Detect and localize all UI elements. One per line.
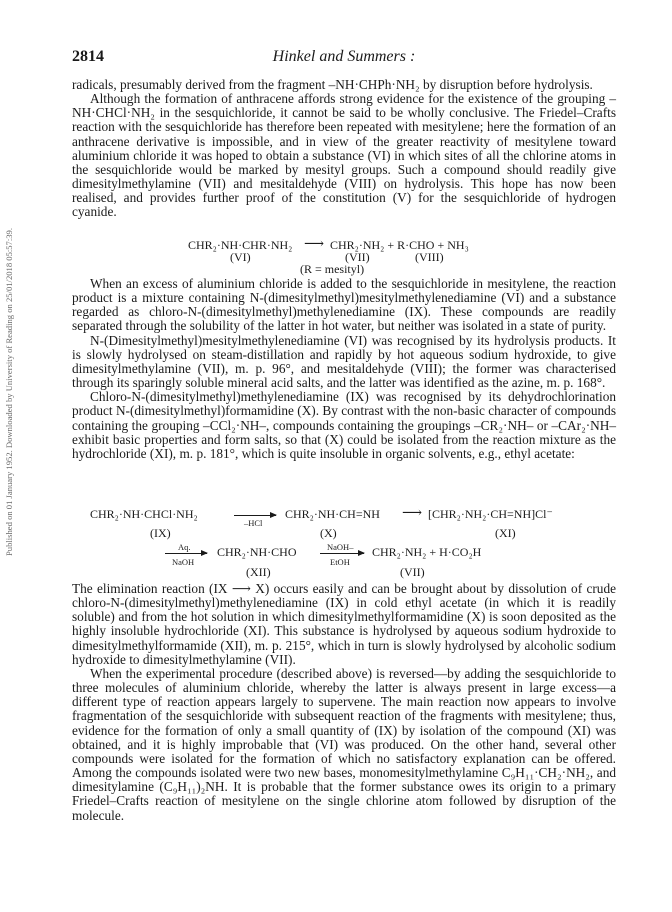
eq1-reactant: CHR₂·NH·CHR·NH₂ (188, 238, 293, 252)
eq1-arrow-icon: ⟶ (304, 237, 325, 252)
eq2-compound-xii: CHR₂·NH·CHO (217, 545, 297, 559)
paragraph-6: The elimination reaction (IX ⟶ X) occurs easily and can be brought about by dissolution of crude chloro-N-(dimesitylmethyl)methylenediamine (IX) in cold ethyl acetate (in which it is readily soluble) and from the hot solution in which dimesitylmethylformamidine (X) is soon deposited as the highly insoluble hydrochloride (XI). This substance is hydrolysed by aqueous sodium hydroxide to dimesitylmethylformamide (XII), m. p. 215°, which in turn is slowly hydrolysed by alcoholic sodium hydroxide to dimesitylmethylamine (VII). (72, 581, 616, 667)
eq2-label-vii: (VII) (400, 565, 425, 579)
eq2-compound-ix: CHR₂·NH·CHCl·NH₂ (90, 507, 198, 521)
eq2-compound-x: CHR₂·NH·CH=NH (285, 507, 380, 521)
eq2-arrow-2-icon: ⟶ (402, 506, 423, 521)
paragraph-3: When an excess of aluminium chloride is added to the sesquichloride in mesitylene, the reaction product is a mixture containing N-(dimesitylmethyl)mesitylmethylenediamine (VI) and a substance regarded as chloro-N-(dimesitylmethyl)methylenediamine (IX). These compounds are readily separated through the solubility of the latter in hot water, but neither was isolated in a state of purity. (72, 276, 616, 334)
page-number: 2814 (72, 48, 104, 65)
text-block-3 (72, 582, 616, 823)
text-block-1 (72, 78, 616, 220)
eq2-reagent-aq: Aq. (178, 542, 191, 552)
eq1-label-vi: (VI) (230, 250, 251, 264)
eq2-arrow-3-icon (165, 553, 207, 554)
eq2-arrow-4-icon (320, 553, 364, 554)
eq1-label-vii: (VII) (345, 250, 370, 264)
paragraph-1: radicals, presumably derived from the fragment –NH·CHPh·NH₂ by disruption before hydrolysis. (72, 77, 593, 92)
download-watermark-text: Published on 01 January 1952. Downloaded by University of Reading on 25/01/2018 05:57:39. (4, 228, 14, 556)
eq2-arrow-1-icon (234, 515, 276, 516)
eq2-compound-xi: [CHR₂·NH₂·CH=NH]Cl⁻ (428, 507, 553, 521)
eq2-reagent-hcl: –HCl (244, 518, 263, 528)
eq2-label-xi: (XI) (495, 526, 516, 540)
page-header (72, 48, 616, 70)
eq2-reagent-naoh: NaOH (172, 557, 195, 567)
eq2-label-x: (X) (320, 526, 337, 540)
eq2-reagent-naoh-2: NaOH– (327, 542, 354, 552)
eq1-products: CHR₂·NH₂ + R·CHO + NH₃ (330, 238, 469, 252)
paragraph-5: Chloro-N-(dimesitylmethyl)methylenediamine (IX) was recognised by its dehydrochlorination product N-(dimesitylmethyl)formamidine (X). By contrast with the non-basic character of compounds containing the grouping –CCl₂·NH–, compounds containing the groupings –CR₂·NH– or –CAr₂·NH– exhibit basic properties and form salts, so that (X) could be isolated from the reaction mixture as the hydrochloride (XI), m. p. 181°, which is quite insoluble in organic solvents, e.g., ethyl acetate: (72, 389, 616, 461)
eq2-label-xii: (XII) (246, 565, 271, 579)
running-title: Hinkel and Summers : (272, 48, 416, 65)
paragraph-2: Although the formation of anthracene affords strong evidence for the existence of the grouping –NH·CHCl·NH₂ in the sesquichloride, it cannot be said to be wholly conclusive. The Friedel–Crafts reaction with the sesquichloride has therefore been repeated with mesitylene; here the formation of an anthracene derivative is impossible, and in view of the greater reactivity of mesitylene toward aluminium chloride it was hoped to obtain a substance (VI) in which sites of all the chlorine atoms in the sesquichloride would be marked by mesityl groups. Such a compound should readily give dimesitylmethylamine (VII) and mesitaldehyde (VIII) on hydrolysis. This hope has now been realised, and provides further proof of the constitution (V) for the sesquichloride of hydrogen cyanide. (72, 91, 616, 220)
download-watermark (2, 112, 18, 672)
paragraph-4: N-(Dimesitylmethyl)mesitylmethylenediamine (VI) was recognised by its hydrolysis products. It is slowly hydrolysed on steam-distillation and rapidly by hot aqueous sodium hydroxide, to give dimesitylmethylamine (VII), m. p. 96°, and mesitaldehyde (VIII); the former was characterised through its sparingly soluble mineral acid salts, and the latter was identified as the azine, m. p. 168°. (72, 332, 616, 391)
eq2-label-ix: (IX) (150, 526, 171, 540)
eq2-reagent-etoh: EtOH (330, 557, 350, 567)
eq1-note: (R = mesityl) (300, 262, 365, 276)
paragraph-7: When the experimental procedure (described above) is reversed—by adding the sesquichloride to three molecules of aluminium chloride, whereby the latter is always present in large excess—a different type of reaction appears largely to supervene. The main reaction now appears to involve fragmentation of the sesquichloride with subsequent reaction of the fragments with mesitylene; thus, evidence for the formation of only a small quantity of (IX) by isolation of the compound (XI) was obtained, and it is highly improbable that (VI) was produced. On the other hand, several other compounds were isolated for the formation of which no satisfactory explanation can be offered. Among the compounds isolated were two new bases, monomesitylmethylamine C₉H₁₁·CH₂·NH₂, and dimesitylamine (C₉H₁₁)₂NH. It is probable that the former substance owes its origin to a primary Friedel–Crafts reaction of mesitylene on the single chlorine atom followed by disruption of the molecule. (72, 665, 616, 823)
eq1-label-viii: (VIII) (415, 250, 444, 264)
eq2-products-final: CHR₂·NH₂ + H·CO₂H (372, 545, 482, 559)
text-block-2 (72, 277, 616, 461)
